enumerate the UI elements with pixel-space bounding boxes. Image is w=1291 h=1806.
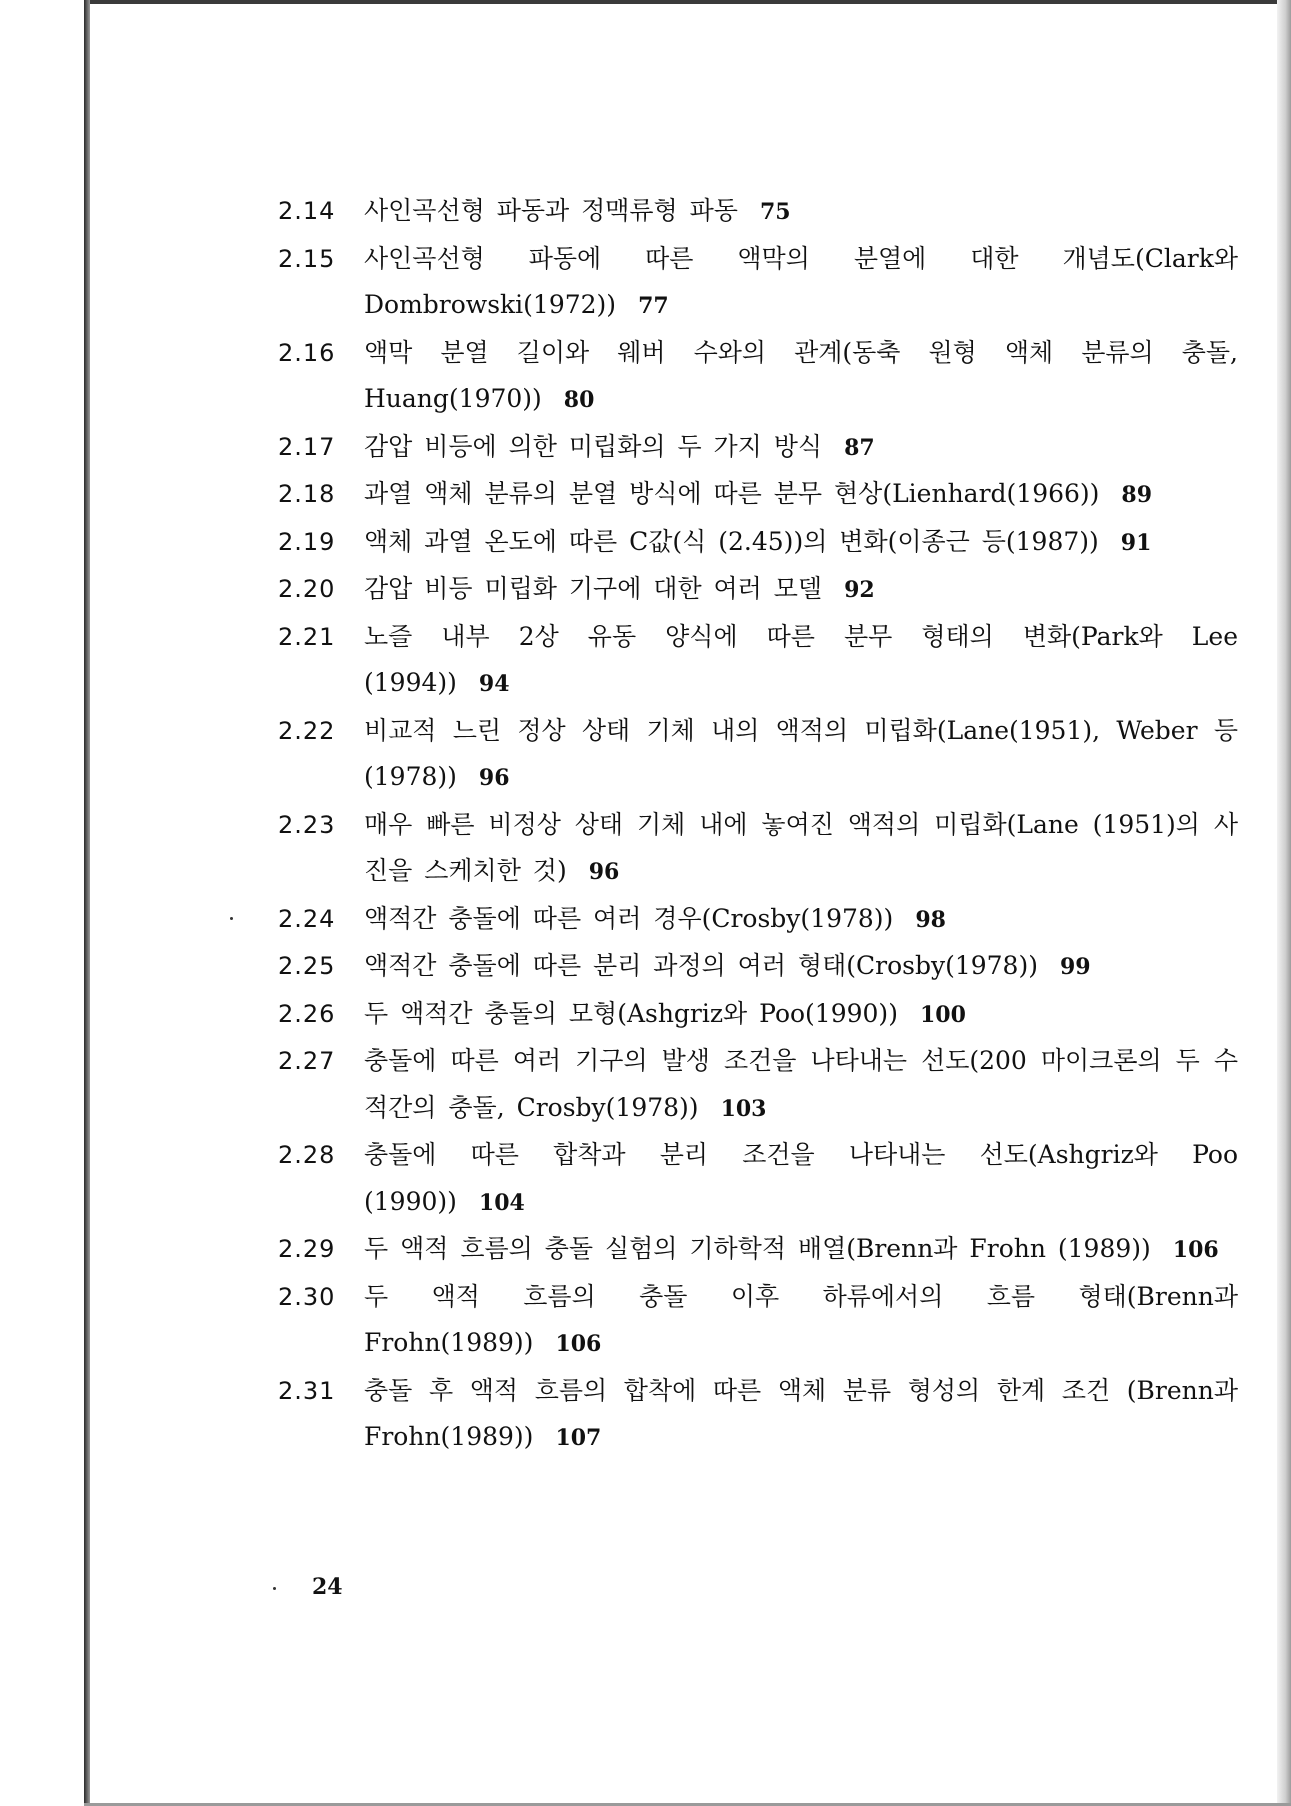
entry-number: 2.17 (278, 432, 336, 461)
list-entry (278, 943, 1238, 991)
entry-page: 96 (588, 859, 620, 885)
list-entry (278, 188, 1238, 236)
entry-page: 103 (720, 1095, 767, 1122)
entry-page: 75 (759, 199, 791, 225)
list-entry (278, 519, 1238, 567)
entry-number: 2.15 (278, 244, 336, 273)
entry-title: 과열 액체 분류의 분열 방식에 따른 분무 현상(Lienhard(1966)) 89 (364, 479, 1153, 508)
entry-title: 두 액적 흐름의 충돌 이후 하류에서의 흐름 형태(Brenn과 Frohn(1989)) 106 (364, 1281, 1238, 1357)
page-edge-right (1277, 0, 1291, 1806)
entry-title: 액막 분열 길이와 웨버 수와의 관계(동축 원형 액체 분류의 충돌, Huang(1970)) 80 (364, 337, 1238, 413)
list-entry (278, 330, 1238, 424)
entry-number: 2.19 (278, 527, 336, 556)
list-entry (278, 424, 1238, 472)
list-entry (278, 1132, 1238, 1226)
list-entry (278, 471, 1238, 519)
entry-page: 104 (478, 1189, 525, 1216)
list-entry (278, 896, 1238, 944)
list-entry (278, 1038, 1238, 1132)
entry-title: 감압 비등에 의한 미립화의 두 가지 방식 87 (364, 431, 875, 461)
page-number: 24 (312, 1574, 343, 1600)
entry-number: 2.18 (278, 480, 336, 508)
entry-title: 사인곡선형 파동과 정맥류형 파동 75 (364, 196, 791, 225)
figure-list (278, 188, 1238, 1462)
stray-dot (230, 917, 233, 920)
entry-page: 80 (563, 387, 595, 413)
list-entry (278, 1226, 1238, 1274)
entry-page: 106 (1172, 1237, 1219, 1263)
entry-page: 100 (919, 1001, 966, 1028)
entry-number: 2.20 (278, 575, 336, 603)
entry-page: 99 (1059, 954, 1091, 980)
entry-number: 2.29 (278, 1235, 336, 1263)
entry-title: 사인곡선형 파동에 따른 액막의 분열에 대한 개념도(Clark와 Dombrowski(1972)) 77 (364, 243, 1238, 319)
entry-page: 98 (915, 906, 946, 933)
entry-page: 77 (638, 293, 669, 319)
page-edge-left (84, 0, 90, 1806)
entry-title: 비교적 느린 정상 상태 기체 내의 액적의 미립화(Lane(1951), Weber 등(1978)) 96 (364, 715, 1238, 791)
entry-number: 2.28 (278, 1141, 336, 1169)
entry-page: 89 (1121, 482, 1153, 508)
entry-title: 충돌에 따른 합착과 분리 조건을 나타내는 선도(Ashgriz와 Poo (1990)) 104 (364, 1140, 1238, 1216)
entry-title: 노즐 내부 2상 유동 양식에 따른 분무 형태의 변화(Park와 Lee (1994)) 94 (364, 621, 1238, 697)
entry-number: 2.26 (278, 999, 336, 1028)
list-entry (278, 614, 1238, 708)
entry-title: 매우 빠른 비정상 상태 기체 내에 놓여진 액적의 미립화(Lane (1951)의 사진을 스케치한 것) 96 (364, 809, 1238, 885)
entry-title: 두 액적간 충돌의 모형(Ashgriz와 Poo(1990)) 100 (364, 998, 966, 1028)
entry-number: 2.27 (278, 1047, 336, 1075)
entry-number: 2.14 (278, 197, 336, 225)
entry-title: 두 액적 흐름의 충돌 실험의 기하학적 배열(Brenn과 Frohn (1989)) 106 (364, 1234, 1219, 1263)
list-entry (278, 802, 1238, 896)
stray-dot (273, 1587, 276, 1590)
entry-number: 2.31 (278, 1376, 336, 1405)
entry-number: 2.22 (278, 716, 336, 745)
entry-title: 액체 과열 온도에 따른 C값(식 (2.45))의 변화(이종근 등(1987)) 91 (364, 526, 1152, 556)
entry-page: 96 (478, 765, 510, 791)
entry-page: 87 (844, 434, 875, 461)
entry-number: 2.23 (278, 810, 336, 839)
entry-page: 106 (555, 1331, 602, 1357)
list-entry (278, 1274, 1238, 1368)
entry-page: 94 (478, 671, 510, 697)
list-entry (278, 708, 1238, 802)
entry-number: 2.16 (278, 338, 336, 367)
list-entry (278, 566, 1238, 614)
page-edge-top (84, 0, 1291, 4)
entry-title: 액적간 충돌에 따른 분리 과정의 여러 형태(Crosby(1978)) 99 (364, 951, 1091, 980)
entry-page: 107 (555, 1425, 602, 1451)
entry-number: 2.24 (278, 904, 336, 933)
entry-number: 2.30 (278, 1282, 336, 1311)
entry-number: 2.21 (278, 622, 336, 651)
entry-title: 충돌 후 액적 흐름의 합착에 따른 액체 분류 형성의 한계 조건 (Brenn과 Frohn(1989)) 107 (364, 1375, 1238, 1451)
list-entry (278, 236, 1238, 330)
list-entry (278, 991, 1238, 1039)
entry-number: 2.25 (278, 952, 336, 980)
entry-title: 액적간 충돌에 따른 여러 경우(Crosby(1978)) 98 (364, 903, 946, 933)
entry-title: 감압 비등 미립화 기구에 대한 여러 모델 92 (364, 574, 875, 603)
entry-page: 92 (844, 577, 875, 603)
entry-page: 91 (1120, 529, 1152, 556)
list-entry (278, 1368, 1238, 1462)
entry-title: 충돌에 따른 여러 기구의 발생 조건을 나타내는 선도(200 마이크론의 두 수적간의 충돌, Crosby(1978)) 103 (364, 1046, 1238, 1122)
